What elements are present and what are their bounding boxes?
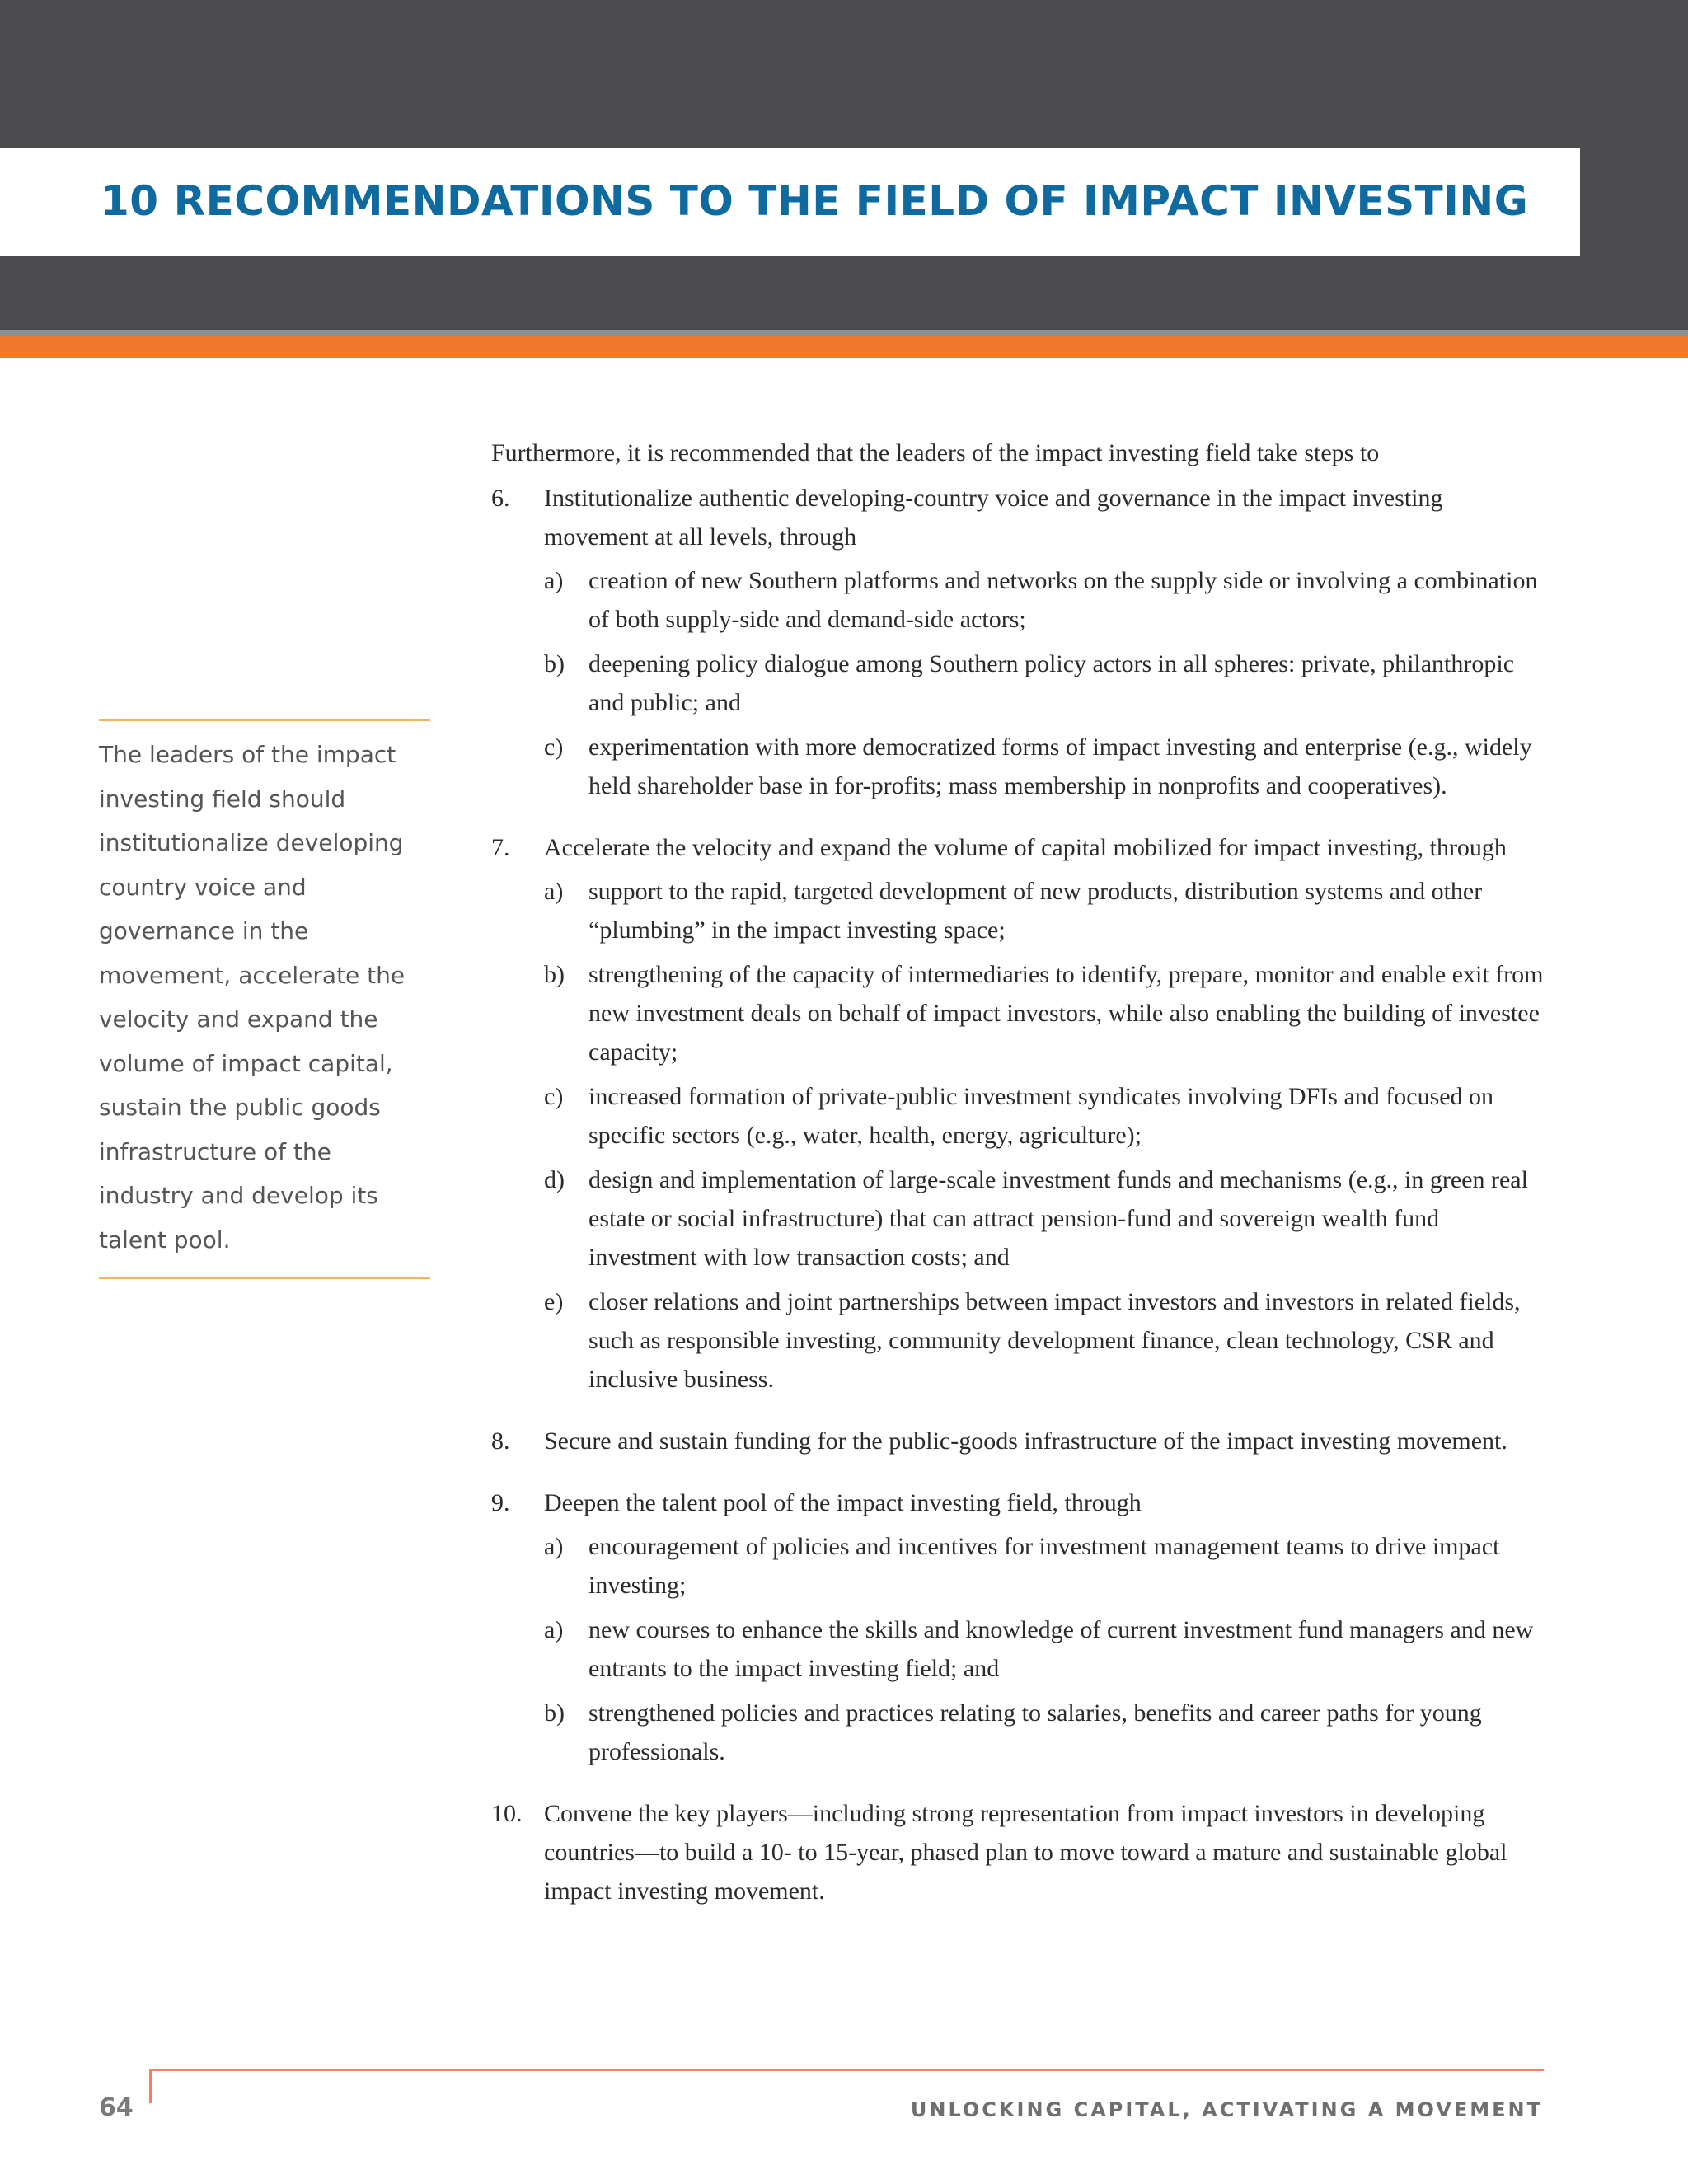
header-gray-rule xyxy=(0,330,1688,336)
sub-list-item-text: strengthened policies and practices relating to salaries, benefits and career paths for young professionals. xyxy=(588,1699,1482,1765)
sub-list xyxy=(544,1527,1546,1771)
list-item-number: 7. xyxy=(491,834,510,861)
list-item-text: Deepen the talent pool of the impact investing field, through xyxy=(544,1489,1142,1516)
sub-list xyxy=(544,561,1546,805)
sub-list-item xyxy=(544,1282,1546,1399)
sub-list-item xyxy=(544,1077,1546,1155)
sub-list-item-letter: a) xyxy=(544,567,564,594)
pull-quote-bottom-rule xyxy=(99,1277,430,1279)
sub-list-item-text: support to the rapid, targeted development of new products, distribution systems and other “plumbing” in the impact investing space; xyxy=(588,878,1483,944)
sub-list-item xyxy=(544,1160,1546,1277)
pull-quote-top-rule xyxy=(99,719,430,721)
list-item-number: 8. xyxy=(491,1427,510,1455)
sub-list-item xyxy=(544,644,1546,722)
list-item xyxy=(491,1794,1546,1910)
page-number: 64 xyxy=(99,2093,134,2122)
list-item-number: 10. xyxy=(491,1800,523,1827)
main-body xyxy=(491,434,1546,1933)
sub-list-item-text: encouragement of policies and incentives for investment management teams to drive impact investing; xyxy=(588,1533,1500,1599)
list-item xyxy=(491,1422,1546,1460)
running-title: UNLOCKING CAPITAL, ACTIVATING A MOVEMENT xyxy=(910,2098,1543,2121)
sub-list-item-letter: b) xyxy=(544,1699,565,1727)
sub-list-item-letter: c) xyxy=(544,733,564,761)
footer-rule-tick xyxy=(149,2069,152,2103)
pull-quote-text: The leaders of the impact investing field should institutionalize developing country voice and governance in the movement, accelerate the velocity and expand the volume of impact capital, sustain the public goods infrastructure of the industry and develop its talent pool. xyxy=(99,741,406,1254)
list-item-text: Convene the key players—including strong representation from impact investors in developing countries—to build a 10- to 15-year, phased plan to move toward a mature and sustainable global impact investing movement. xyxy=(544,1800,1507,1905)
intro-paragraph: Furthermore, it is recommended that the leaders of the impact investing field take steps to xyxy=(491,439,1380,466)
sub-list-item-text: closer relations and joint partnerships between impact investors and investors in related fields, such as responsible investing, community development finance, clean technology, CSR and inclusive business. xyxy=(588,1288,1521,1393)
page-title xyxy=(101,177,1528,225)
list-item-number: 6. xyxy=(491,485,510,512)
sub-list xyxy=(544,872,1546,1399)
sub-list-item-text: increased formation of private-public investment syndicates involving DFIs and focused on specific sectors (e.g., water, health, energy, agriculture); xyxy=(588,1083,1494,1149)
list-item xyxy=(491,479,1546,805)
sub-list-item-text: design and implementation of large-scale investment funds and mechanisms (e.g., in green real estate or social infrastructure) that can attract pension-fund and sovereign wealth fund investment with low transaction costs; and xyxy=(588,1166,1528,1271)
sub-list-item-letter: d) xyxy=(544,1166,565,1193)
sub-list-item-letter: b) xyxy=(544,961,565,988)
chapter-number: 10 xyxy=(101,177,159,225)
footer-rule xyxy=(149,2069,1544,2071)
list-item-number: 9. xyxy=(491,1489,510,1516)
list-item xyxy=(491,1483,1546,1771)
sub-list-item xyxy=(544,728,1546,805)
sub-list-item-letter: b) xyxy=(544,650,565,677)
sub-list-item xyxy=(544,1527,1546,1605)
list-item-text: Institutionalize authentic developing-country voice and governance in the impact investing movement at all levels, through xyxy=(544,485,1443,551)
sub-list-item-text: strengthening of the capacity of intermediaries to identify, prepare, monitor and enable exit from new investment deals on behalf of impact investors, while also enabling the building of investee capacity; xyxy=(588,961,1544,1066)
sub-list-item-text: new courses to enhance the skills and knowledge of current investment fund managers and new entrants to the impact investing field; and xyxy=(588,1616,1534,1682)
header-orange-rule xyxy=(0,336,1688,358)
sub-list-item xyxy=(544,561,1546,639)
recommendation-list xyxy=(491,479,1546,1910)
sub-list-item-letter: e) xyxy=(544,1288,564,1315)
sub-list-item-letter: a) xyxy=(544,1616,564,1643)
list-item-text: Accelerate the velocity and expand the volume of capital mobilized for impact investing, through xyxy=(544,834,1507,861)
sub-list-item-text: experimentation with more democratized forms of impact investing and enterprise (e.g., widely held shareholder base in for-profits; mass membership in nonprofits and cooperatives). xyxy=(588,733,1532,799)
chapter-title: RECOMMENDATIONS TO THE FIELD OF IMPACT INVESTING xyxy=(173,177,1529,225)
list-item-text: Secure and sustain funding for the public-goods infrastructure of the impact investing movement. xyxy=(544,1427,1507,1455)
sub-list-item xyxy=(544,872,1546,949)
sub-list-item-letter: c) xyxy=(544,1083,564,1110)
pull-quote xyxy=(99,719,430,1279)
sub-list-item xyxy=(544,1610,1546,1688)
sub-list-item-letter: a) xyxy=(544,1533,564,1560)
sub-list-item-text: creation of new Southern platforms and networks on the supply side or involving a combination of both supply-side and demand-side actors; xyxy=(588,567,1538,633)
sub-list-item xyxy=(544,1694,1546,1771)
list-item xyxy=(491,828,1546,1399)
sub-list-item-text: deepening policy dialogue among Southern policy actors in all spheres: private, philanthropic and public; and xyxy=(588,650,1515,716)
sub-list-item-letter: a) xyxy=(544,878,564,905)
sub-list-item xyxy=(544,955,1546,1071)
